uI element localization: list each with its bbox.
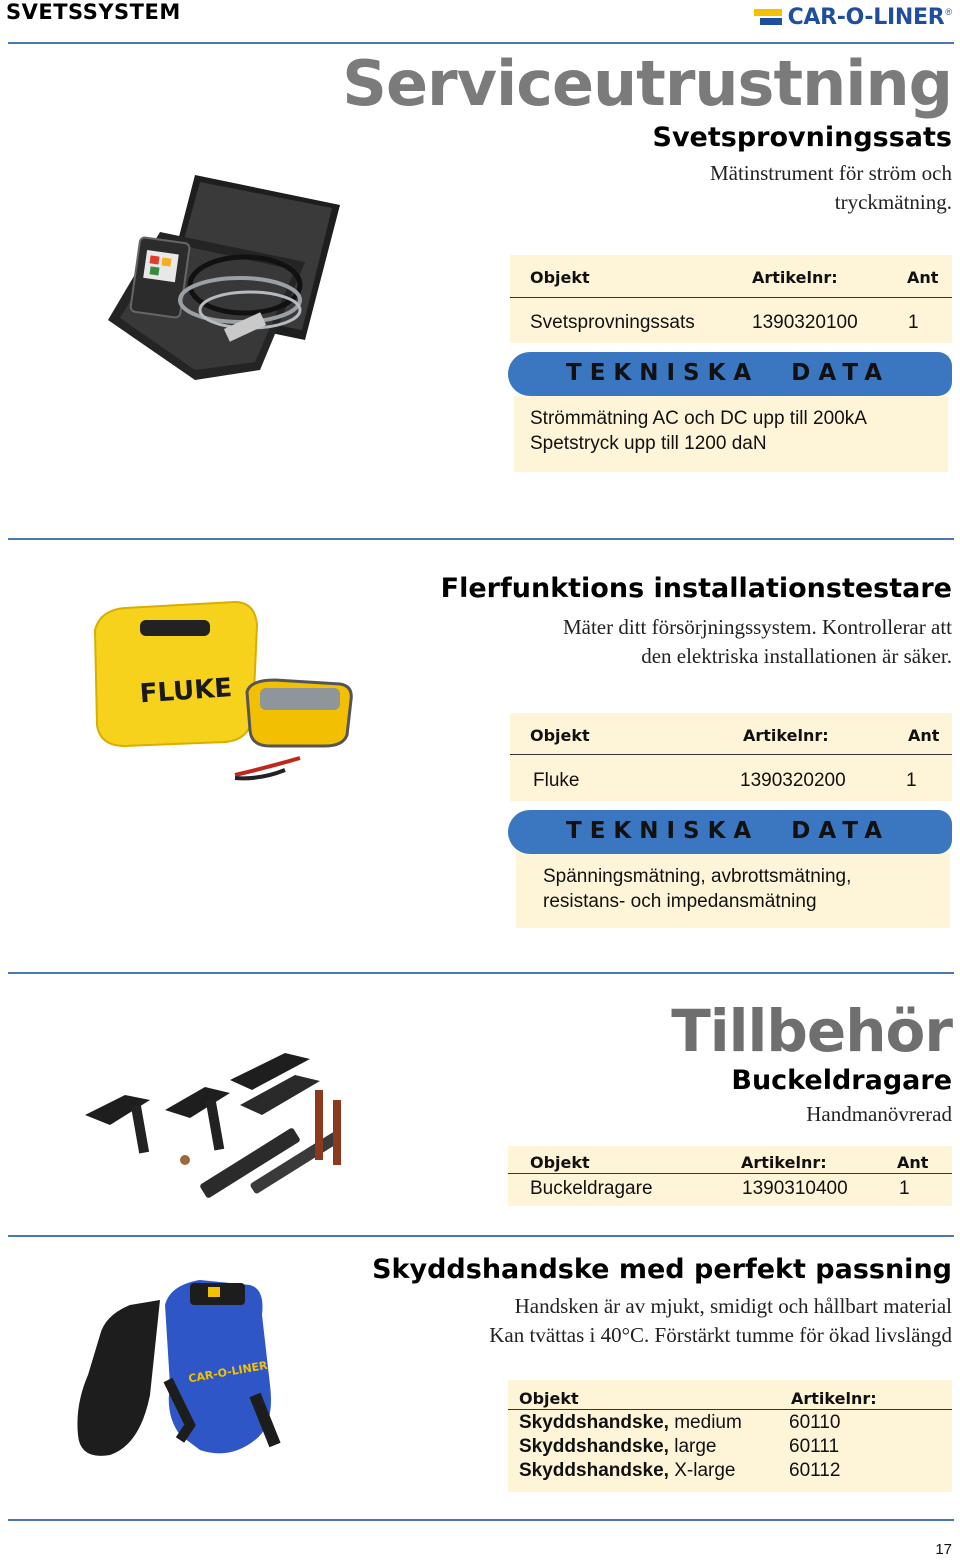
tekniska-data-text [543,864,851,914]
col-header-artikelnr: Artikelnr: [791,1389,877,1408]
product-description [563,613,952,671]
product-title-skyddshandske: Skyddshandske med perfekt passning [372,1254,952,1285]
col-header-artikelnr: Artikelnr: [741,1153,827,1172]
spec-line: Spänningsmätning, avbrottsmätning, [543,866,852,887]
col-header-objekt: Objekt [530,268,590,287]
table-divider [508,1173,952,1174]
product-title-svetsprovningssats: Svetsprovningssats [652,122,952,153]
product-table [508,1146,952,1206]
cell-objekt: Buckeldragare [530,1178,653,1199]
car-o-liner-logo [754,4,952,30]
description-line: Mäter ditt försörjningssystem. Kontrollerar att [562,615,952,639]
tekniska-data-label: TEKNISKA DATA [566,360,891,386]
product-title-installationstestare: Flerfunktions installationstestare [440,573,952,604]
row-name: Skyddshandske, [519,1460,669,1481]
welding-test-kit-image [100,170,350,385]
cell-artikelnr: 60110 [789,1412,841,1433]
row-size: medium [668,1412,742,1433]
spec-line: resistans- och impedansmätning [543,891,817,912]
section-rule [8,1235,954,1237]
col-header-objekt: Objekt [530,1153,590,1172]
section-rule [8,972,954,974]
description-line: Mätinstrument för ström och [709,161,952,185]
fluke-tester-image [85,600,355,800]
col-header-ant: Ant [908,726,940,745]
table-divider [510,297,952,298]
logo-text: CAR-O-LINER [787,4,945,30]
cell-artikelnr: 60111 [789,1436,840,1457]
product-table [508,1380,952,1492]
description-line: Handmanövrerad [806,1102,952,1126]
cell-ant: 1 [908,312,919,333]
accessories-title: Tillbehör [671,997,952,1065]
description-line: Kan tvättas i 40°C. Förstärkt tumme för ökad livslängd [489,1323,952,1347]
fluke-brand-label: FLUKE [138,673,234,710]
cell-artikelnr: 1390320100 [752,312,858,333]
col-header-objekt: Objekt [530,726,590,745]
registered-mark: ® [945,7,952,17]
row-size: large [668,1436,717,1457]
header-rule [8,42,954,44]
row-size: X-large [668,1460,736,1481]
cell-objekt: Svetsprovningssats [530,312,695,333]
product-description [710,159,952,217]
cell-artikelnr: 60112 [789,1460,841,1481]
table-row [519,1412,742,1434]
glove-image [70,1275,290,1465]
row-name: Skyddshandske, [519,1436,669,1457]
col-header-objekt: Objekt [519,1389,579,1408]
cell-artikelnr: 1390320200 [740,770,846,791]
dent-puller-image [80,1045,380,1230]
glove-brand-label: CAR-O-LINER [187,1358,269,1386]
tekniska-data-text [530,406,867,456]
cell-ant: 1 [899,1178,910,1199]
tekniska-data-banner [508,810,952,854]
cell-objekt: Fluke [533,770,580,791]
product-title-buckeldragare: Buckeldragare [731,1065,952,1096]
description-line: den elektriska installationen är säker. [641,644,952,668]
product-table [510,255,952,343]
page-title: Serviceutrustning [342,47,952,120]
product-table [510,713,952,801]
table-row [519,1460,735,1482]
section-rule [8,538,954,540]
footer-rule [8,1519,954,1521]
table-divider [510,754,952,755]
spec-line: Strömmätning AC och DC upp till 200kA [530,408,867,429]
cell-ant: 1 [906,770,917,791]
section-label: SVETSSYSTEM [6,0,181,24]
description-line: tryckmätning. [834,190,952,214]
tekniska-data-label: TEKNISKA DATA [566,818,891,844]
logo-mark-icon [754,9,782,25]
col-header-ant: Ant [907,268,939,287]
description-line: Handsken är av mjukt, smidigt och hållbart material [514,1294,952,1318]
product-description [806,1100,952,1129]
tekniska-data-banner [508,352,952,396]
cell-artikelnr: 1390310400 [742,1178,848,1199]
product-description [489,1292,952,1350]
row-name: Skyddshandske, [519,1412,669,1433]
col-header-ant: Ant [897,1153,929,1172]
page-number: 17 [935,1541,952,1558]
table-divider [508,1409,952,1410]
spec-line: Spetstryck upp till 1200 daN [530,433,767,454]
col-header-artikelnr: Artikelnr: [752,268,838,287]
col-header-artikelnr: Artikelnr: [743,726,829,745]
table-row [519,1436,716,1458]
